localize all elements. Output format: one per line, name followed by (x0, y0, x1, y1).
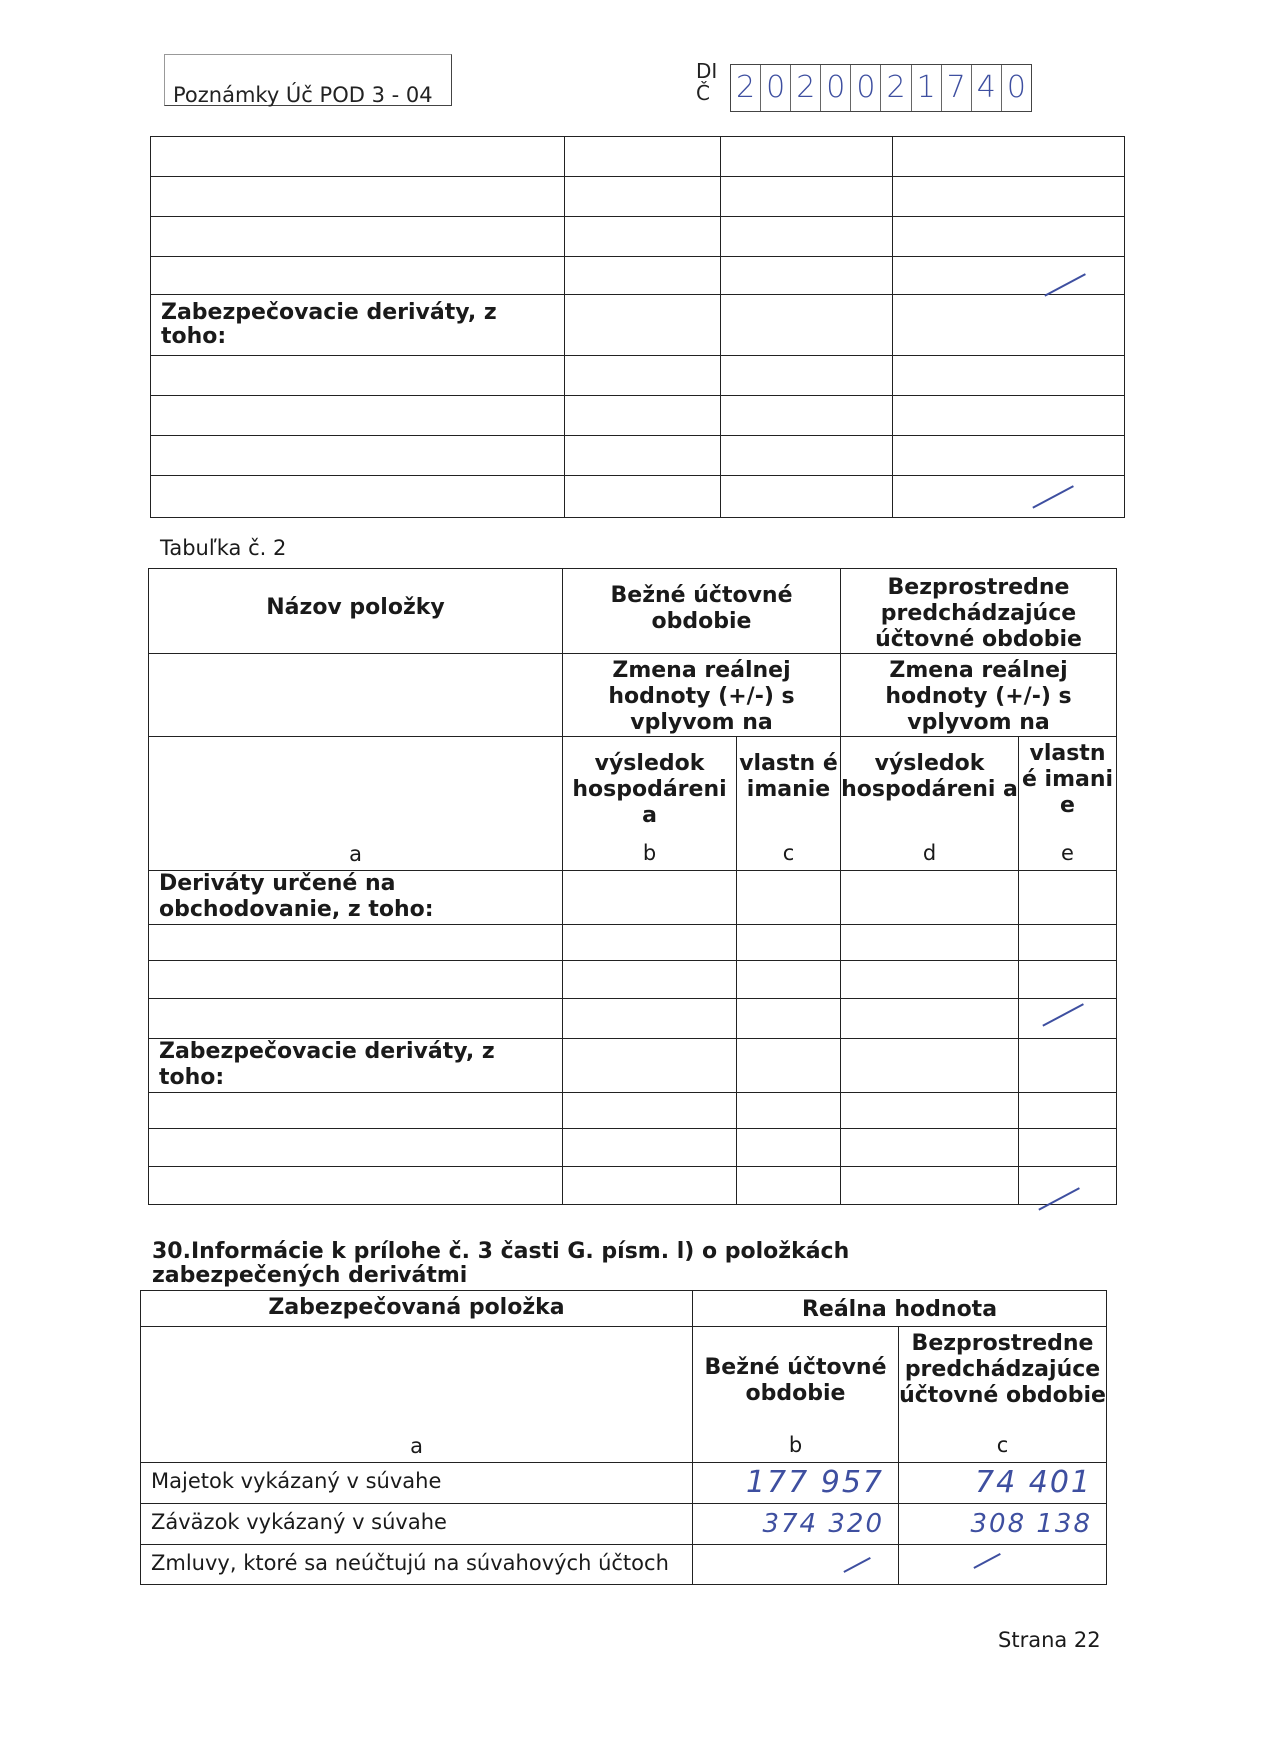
table1-cell[interactable] (721, 295, 893, 356)
table2-cell[interactable] (1019, 1039, 1117, 1093)
blank-cell (149, 654, 563, 737)
table1-cell[interactable] (151, 396, 565, 436)
table1-cell[interactable] (893, 295, 1125, 356)
table1-cell[interactable] (151, 436, 565, 476)
table2-cell[interactable] (1019, 1167, 1117, 1205)
table2-cell[interactable] (1019, 961, 1117, 999)
form-code-box (164, 54, 452, 106)
table2-cell[interactable] (737, 925, 841, 961)
table1 (150, 136, 1125, 518)
table1-cell[interactable] (565, 177, 721, 217)
col-equity-c (737, 737, 841, 871)
table2-cell[interactable] (737, 1167, 841, 1205)
sub-previous-change: Zmena reálnej hodnoty (+/-) s vplyvom na (841, 654, 1117, 737)
page-number: Strana 22 (998, 1628, 1101, 1652)
sub-current-change: Zmena reálnej hodnoty (+/-) s vplyvom na (563, 654, 841, 737)
table2-cell[interactable] (841, 961, 1019, 999)
table2-cell[interactable] (737, 1129, 841, 1167)
table2-cell[interactable] (1019, 925, 1117, 961)
table2-cell[interactable] (149, 1129, 563, 1167)
col-item-name: Názov položky (149, 569, 563, 654)
value-current[interactable]: 374 320 (693, 1504, 899, 1545)
section-30-title: 30.Informácie k prílohe č. 3 časti G. písm. l) o položkách zabezpečených derivátmi (152, 1239, 850, 1288)
row-label: Záväzok vykázaný v súvahe (141, 1504, 693, 1545)
table1-cell[interactable] (893, 476, 1125, 518)
dic-field[interactable] (730, 64, 1032, 112)
col-previous-period (899, 1327, 1107, 1463)
row-label: Majetok vykázaný v súvahe (141, 1463, 693, 1504)
table2-cell[interactable] (841, 1039, 1019, 1093)
value-current[interactable]: 177 957 (693, 1463, 899, 1504)
table2-cell[interactable] (841, 999, 1019, 1039)
table1-cell[interactable] (151, 217, 565, 257)
table1-cell[interactable] (721, 476, 893, 518)
table1-cell[interactable] (721, 396, 893, 436)
col-current-period-label: Bežné účtovné obdobie (704, 1355, 887, 1406)
table1-cell[interactable] (565, 217, 721, 257)
table2-cell[interactable] (149, 1167, 563, 1205)
table1-cell[interactable] (565, 356, 721, 396)
table2-cell[interactable] (563, 1039, 737, 1093)
row-hedging-derivatives-2: Zabezpečovacie deriváty, z toho: (149, 1039, 563, 1093)
dic-label: DI Č (696, 59, 718, 105)
dic-digit: 2 (881, 65, 911, 111)
table2-cell[interactable] (841, 1093, 1019, 1129)
table1-cell[interactable] (565, 295, 721, 356)
col-fair-value: Reálna hodnota (693, 1291, 1107, 1327)
table2-caption: Tabuľka č. 2 (160, 536, 287, 560)
table2-cell[interactable] (563, 1129, 737, 1167)
table2 (148, 568, 1117, 1205)
letter-c: c (996, 1433, 1009, 1457)
table2-cell[interactable] (841, 925, 1019, 961)
table1-cell[interactable] (893, 137, 1125, 177)
col-result-d-label: výsledok hospodáreni a (841, 751, 1018, 802)
table2-cell[interactable] (737, 1039, 841, 1093)
table1-cell[interactable] (893, 177, 1125, 217)
table2-cell[interactable] (563, 871, 737, 925)
row-label: Zmluvy, ktoré sa neúčtujú na súvahových účtoch (141, 1545, 693, 1585)
col-result-b-label: výsledok hospodáreni a (572, 751, 727, 828)
table2-cell[interactable] (149, 961, 563, 999)
dic-digit: 0 (821, 65, 851, 111)
table2-cell[interactable] (1019, 1093, 1117, 1129)
table2-cell[interactable] (737, 999, 841, 1039)
table1-cell[interactable] (151, 476, 565, 518)
table2-cell[interactable] (1019, 999, 1117, 1039)
col-equity-c-label: vlastn é imanie (739, 751, 838, 802)
row-trading-derivatives: Deriváty určené na obchodovanie, z toho: (149, 871, 563, 925)
letter-e: e (1061, 841, 1074, 865)
table1-cell[interactable] (893, 217, 1125, 257)
dic-digit: 0 (761, 65, 791, 111)
dic-digit: 7 (942, 65, 972, 111)
table2-cell[interactable] (1019, 871, 1117, 925)
col-hedged-item: Zabezpečovaná položka (141, 1291, 693, 1327)
table2-cell[interactable] (149, 999, 563, 1039)
col-previous-period: Bezprostredne predchádzajúce účtovné obdobie (841, 569, 1117, 654)
table2-cell[interactable] (563, 1093, 737, 1129)
table1-cell[interactable] (565, 476, 721, 518)
table1-cell[interactable] (565, 396, 721, 436)
col-current-period: Bežné účtovné obdobie (563, 569, 841, 654)
value-current[interactable] (693, 1545, 899, 1585)
table2-cell[interactable] (737, 961, 841, 999)
table2-cell[interactable] (1019, 1129, 1117, 1167)
letter-d: d (922, 841, 937, 865)
dic-digit: 4 (972, 65, 1002, 111)
col-previous-period-label: Bezprostredne predchádzajúce účtovné obdobie (899, 1331, 1106, 1408)
dic-digit: 0 (1006, 70, 1026, 105)
dic-digit: 2 (731, 65, 761, 111)
value-previous[interactable]: 74 401 (899, 1463, 1107, 1504)
col-result-b (563, 737, 737, 871)
letter-a: a (149, 737, 563, 871)
col-equity-e (1019, 737, 1117, 871)
table2-cell[interactable] (841, 1167, 1019, 1205)
dic-digit: 2 (791, 65, 821, 111)
table1-cell[interactable] (565, 137, 721, 177)
table1-cell[interactable] (565, 436, 721, 476)
table1-cell[interactable] (151, 177, 565, 217)
col-current-period (693, 1327, 899, 1463)
dic-digit: 1 (912, 65, 942, 111)
letter-b: b (788, 1433, 803, 1457)
table1-cell[interactable] (721, 177, 893, 217)
table1-cell[interactable] (151, 137, 565, 177)
table1-cell[interactable] (893, 257, 1125, 295)
table2-cell[interactable] (737, 871, 841, 925)
table1-cell[interactable] (893, 396, 1125, 436)
table1-cell[interactable] (721, 137, 893, 177)
table1-cell[interactable] (565, 257, 721, 295)
table2-cell[interactable] (149, 1093, 563, 1129)
row-hedging-derivatives: Zabezpečovacie deriváty, z toho: (151, 295, 565, 356)
dic-digit: 0 (851, 65, 881, 111)
table1-cell[interactable] (893, 356, 1125, 396)
table2-cell[interactable] (563, 925, 737, 961)
table1-cell[interactable] (721, 217, 893, 257)
table2-cell[interactable] (563, 961, 737, 999)
value-previous[interactable]: 308 138 (899, 1504, 1107, 1545)
table2-cell[interactable] (841, 871, 1019, 925)
col-equity-e-label: vlastn é imani e (1021, 741, 1114, 818)
table2-cell[interactable] (841, 1129, 1019, 1167)
table1-cell[interactable] (151, 356, 565, 396)
table1-cell[interactable] (151, 257, 565, 295)
table-hedged-items (140, 1290, 1107, 1585)
table1-cell[interactable] (721, 436, 893, 476)
table2-cell[interactable] (563, 1167, 737, 1205)
value-previous[interactable] (899, 1545, 1107, 1585)
table1-cell[interactable] (721, 356, 893, 396)
letter-a: a (141, 1327, 693, 1463)
table1-cell[interactable] (721, 257, 893, 295)
table2-cell[interactable] (737, 1093, 841, 1129)
table1-cell[interactable] (893, 436, 1125, 476)
form-code: Poznámky Úč POD 3 - 04 (173, 83, 433, 107)
table2-cell[interactable] (149, 925, 563, 961)
letter-b: b (642, 841, 657, 865)
col-result-d (841, 737, 1019, 871)
letter-c: c (782, 841, 795, 865)
table2-cell[interactable] (563, 999, 737, 1039)
